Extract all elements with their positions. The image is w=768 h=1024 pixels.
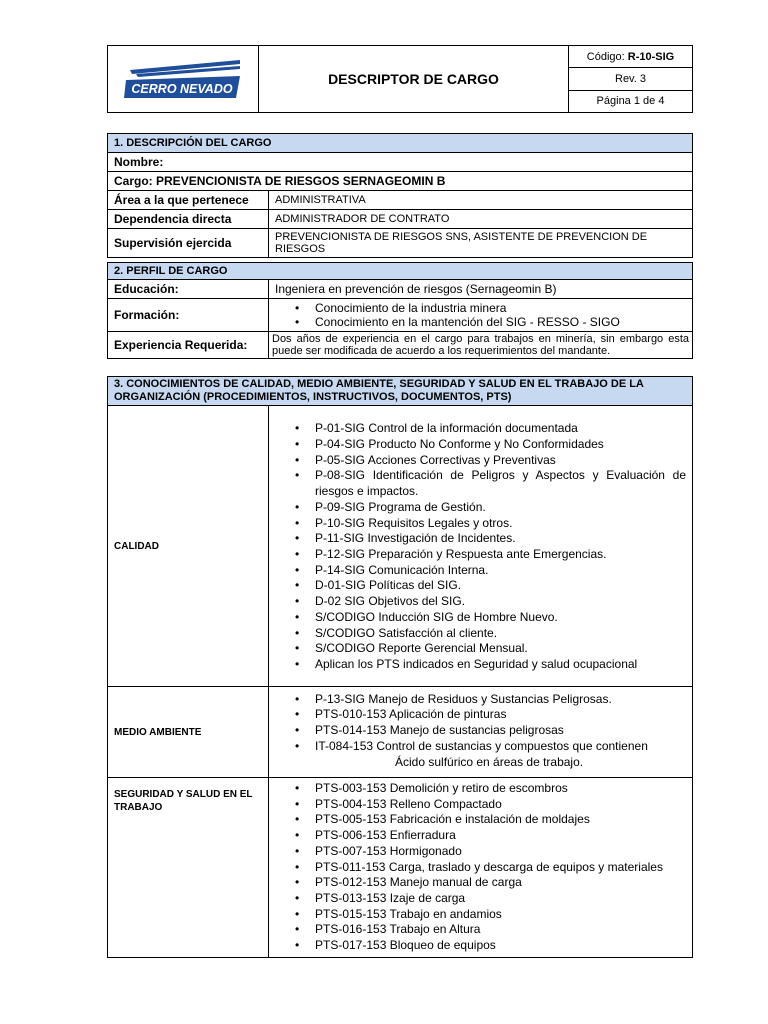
list-item: • D-02 SIG Objetivos del SIG.	[315, 594, 686, 610]
list-item: • S/CODIGO Inducción SIG de Hombre Nuevo.	[315, 610, 686, 626]
list-item: • Aplican los PTS indicados en Seguridad y salud ocupacional	[315, 657, 686, 673]
list-item: • P-10-SIG Requisitos Legales y otros.	[315, 516, 686, 532]
dependencia-value: ADMINISTRADOR DE CONTRATO	[269, 210, 693, 229]
medio-ambiente-content	[269, 687, 693, 778]
list-item: • PTS-010-153 Aplicación de pinturas	[315, 707, 686, 723]
calidad-list	[275, 421, 686, 672]
list-item: • D-01-SIG Políticas del SIG.	[315, 578, 686, 594]
section-conocimientos	[107, 376, 693, 958]
formacion-value	[269, 299, 693, 332]
medio-ambiente-list	[275, 692, 686, 771]
formacion-list	[275, 301, 686, 329]
cerro-nevado-logo	[122, 54, 244, 100]
list-item: • Conocimiento en la mantención del SIG - RESSO - SIGO	[315, 315, 686, 329]
experiencia-value: Dos años de experiencia en el cargo para trabajos en minería, sin embargo esta puede ser modificada de acuerdo a los requerimientos del mandante.	[269, 332, 693, 359]
dependencia-label: Dependencia directa	[108, 210, 269, 229]
list-item: • PTS-004-153 Relleno Compactado	[315, 797, 686, 813]
section1-heading: 1. DESCRIPCIÓN DEL CARGO	[108, 134, 693, 153]
list-item: • PTS-017-153 Bloqueo de equipos	[315, 938, 686, 954]
logo-cell	[108, 46, 259, 113]
list-item: • PTS-012-153 Manejo manual de carga	[315, 875, 686, 891]
supervision-label: Supervisión ejercida	[108, 229, 269, 258]
formacion-label: Formación:	[108, 299, 269, 332]
experiencia-label: Experiencia Requerida:	[108, 332, 269, 359]
seguridad-label: SEGURIDAD Y SALUD EN EL TRABAJO	[108, 778, 269, 958]
educacion-label: Educación:	[108, 280, 269, 299]
list-item: • P-12-SIG Preparación y Respuesta ante Emergencias.	[315, 547, 686, 563]
section3-heading: 3. CONOCIMIENTOS DE CALIDAD, MEDIO AMBIENTE, SEGURIDAD Y SALUD EN EL TRABAJO DE LA ORGANIZACIÓN (PROCEDIMIENTOS, INSTRUCTIVOS, DOCUMENTOS, PTS)	[108, 377, 693, 406]
cargo-row: Cargo: PREVENCIONISTA DE RIESGOS SERNAGEOMIN B	[108, 172, 693, 191]
document-code: Código: R-10-SIG	[569, 46, 693, 68]
list-item: • P-08-SIG Identificación de Peligros y Aspectos y Evaluación de riesgos e impactos.	[315, 468, 686, 499]
seguridad-list	[275, 781, 686, 954]
list-item: • PTS-015-153 Trabajo en andamios	[315, 907, 686, 923]
area-value: ADMINISTRATIVA	[269, 191, 693, 210]
list-item: • P-04-SIG Producto No Conforme y No Conformidades	[315, 437, 686, 453]
list-item: • IT-084-153 Control de sustancias y compuestos que contienen Ácido sulfúrico en áreas de trabajo.	[315, 739, 686, 770]
list-item: • P-14-SIG Comunicación Interna.	[315, 563, 686, 579]
list-item: • P-01-SIG Control de la información documentada	[315, 421, 686, 437]
document-page: Página 1 de 4	[569, 90, 693, 112]
list-item: • PTS-013-153 Izaje de carga	[315, 891, 686, 907]
seguridad-content	[269, 778, 693, 958]
list-item: • PTS-005-153 Fabricación e instalación de moldajes	[315, 812, 686, 828]
list-item: • PTS-007-153 Hormigonado	[315, 844, 686, 860]
list-item: • Conocimiento de la industria minera	[315, 301, 686, 315]
medio-ambiente-label: MEDIO AMBIENTE	[108, 687, 269, 778]
supervision-value: PREVENCIONISTA DE RIESGOS SNS, ASISTENTE DE PREVENCION DE RIESGOS	[269, 229, 693, 258]
section-descripcion-cargo	[107, 133, 693, 258]
list-item: • P-11-SIG Investigación de Incidentes.	[315, 531, 686, 547]
svg-text:CERRO NEVADO: CERRO NEVADO	[131, 81, 233, 96]
calidad-content	[269, 406, 693, 687]
list-item: • PTS-003-153 Demolición y retiro de escombros	[315, 781, 686, 797]
cargo-value: PREVENCIONISTA DE RIESGOS SERNAGEOMIN B	[156, 174, 446, 188]
list-item: • S/CODIGO Reporte Gerencial Mensual.	[315, 641, 686, 657]
list-item: • P-09-SIG Programa de Gestión.	[315, 500, 686, 516]
list-item: • PTS-011-153 Carga, traslado y descarga de equipos y materiales	[315, 860, 686, 876]
document-title: DESCRIPTOR DE CARGO	[259, 46, 569, 113]
list-item: • P-05-SIG Acciones Correctivas y Preventivas	[315, 453, 686, 469]
educacion-value: Ingeniera en prevención de riesgos (Sernageomin B)	[269, 280, 693, 299]
list-item: • PTS-006-153 Enfierradura	[315, 828, 686, 844]
list-item: • PTS-014-153 Manejo de sustancias peligrosas	[315, 723, 686, 739]
list-item: • PTS-016-153 Trabajo en Altura	[315, 922, 686, 938]
area-label: Área a la que pertenece	[108, 191, 269, 210]
section-perfil-cargo	[107, 262, 693, 359]
list-item: • S/CODIGO Satisfacción al cliente.	[315, 626, 686, 642]
nombre-row: Nombre:	[108, 153, 693, 172]
document-header	[107, 45, 693, 113]
list-item: • P-13-SIG Manejo de Residuos y Sustancias Peligrosas.	[315, 692, 686, 708]
document-revision: Rev. 3	[569, 68, 693, 90]
calidad-label: CALIDAD	[108, 406, 269, 687]
section2-heading: 2. PERFIL DE CARGO	[108, 263, 693, 280]
